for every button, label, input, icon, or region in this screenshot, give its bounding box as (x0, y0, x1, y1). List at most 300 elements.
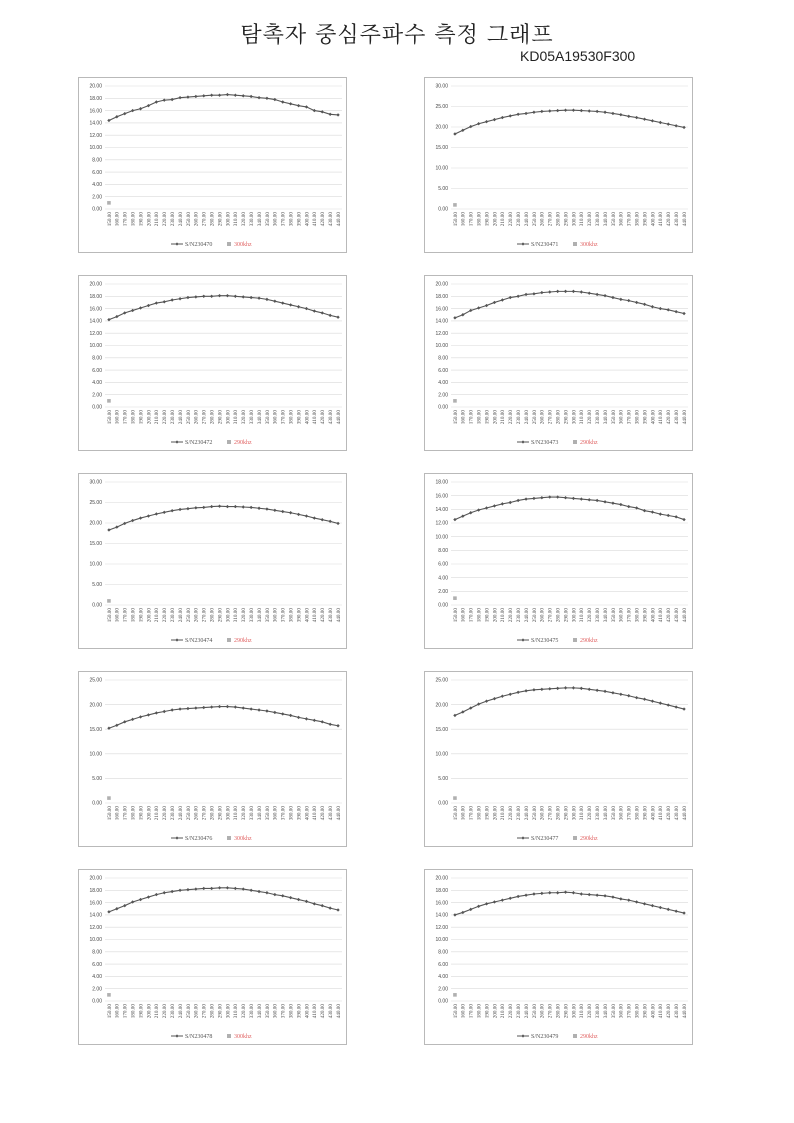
y-tick-label: 4.00 (438, 974, 448, 981)
data-point (289, 714, 292, 717)
x-tick-label: 160.00 (460, 410, 467, 425)
data-point (651, 510, 654, 513)
y-tick-label: 16.00 (89, 306, 102, 313)
data-point (572, 290, 575, 293)
x-tick-label: 250.00 (185, 410, 192, 425)
data-point (588, 893, 591, 896)
data-point (682, 707, 685, 710)
data-point (651, 119, 654, 122)
x-tick-label: 440.00 (335, 608, 342, 623)
legend-series-label: S/N230476 (185, 836, 213, 842)
x-tick-label: 420.00 (666, 1004, 673, 1019)
data-point (611, 895, 614, 898)
data-point (603, 294, 606, 297)
data-point (635, 900, 638, 903)
data-point (548, 687, 551, 690)
reference-marker (107, 993, 111, 997)
x-tick-label: 410.00 (312, 410, 319, 425)
x-tick-label: 300.00 (225, 212, 232, 227)
x-tick-label: 310.00 (579, 410, 586, 425)
data-point (147, 304, 150, 307)
data-point (210, 94, 213, 97)
x-tick-label: 430.00 (327, 806, 334, 821)
y-tick-label: 12.00 (435, 520, 448, 527)
chart-panel (78, 275, 347, 451)
x-tick-label: 430.00 (673, 212, 680, 227)
x-tick-label: 240.00 (177, 410, 184, 425)
x-tick-label: 240.00 (177, 212, 184, 227)
x-tick-label: 360.00 (272, 410, 279, 425)
data-point (218, 705, 221, 708)
data-point (123, 112, 126, 115)
series-line (455, 688, 684, 716)
x-tick-label: 440.00 (335, 1004, 342, 1019)
data-point (155, 512, 158, 515)
data-point (289, 896, 292, 899)
data-point (682, 911, 685, 914)
x-tick-label: 200.00 (492, 608, 499, 623)
data-point (202, 295, 205, 298)
x-tick-label: 440.00 (681, 212, 688, 227)
y-tick-label: 10.00 (435, 343, 448, 350)
x-tick-label: 340.00 (256, 806, 263, 821)
y-tick-label: 2.00 (438, 589, 448, 596)
x-tick-label: 410.00 (658, 806, 665, 821)
y-tick-label: 8.00 (92, 355, 102, 362)
data-point (131, 109, 134, 112)
y-tick-label: 18.00 (435, 294, 448, 300)
data-point (516, 113, 519, 116)
y-tick-label: 6.00 (438, 367, 448, 374)
x-tick-label: 190.00 (484, 806, 491, 821)
data-point (186, 888, 189, 891)
reference-marker (453, 399, 457, 403)
x-tick-label: 200.00 (492, 806, 499, 821)
y-tick-label: 20.00 (89, 875, 102, 882)
data-point (313, 309, 316, 312)
data-point (682, 518, 685, 521)
legend-series-label: S/N230477 (531, 836, 559, 842)
data-point (257, 96, 260, 99)
data-point (234, 295, 237, 298)
x-tick-label: 330.00 (594, 410, 601, 425)
y-tick-label: 14.00 (89, 318, 102, 325)
data-point (540, 892, 543, 895)
x-tick-label: 240.00 (177, 608, 184, 623)
data-point (556, 687, 559, 690)
x-tick-label: 330.00 (248, 212, 255, 227)
y-tick-label: 15.00 (89, 726, 102, 733)
data-point (139, 107, 142, 110)
x-tick-label: 230.00 (515, 806, 522, 821)
x-tick-label: 230.00 (515, 608, 522, 623)
data-point (163, 300, 166, 303)
data-point (477, 508, 480, 511)
data-point (265, 891, 268, 894)
legend-reference-label: 290khz (234, 440, 252, 446)
y-tick-label: 12.00 (435, 330, 448, 337)
data-point (155, 301, 158, 304)
x-tick-label: 440.00 (335, 410, 342, 425)
data-point (242, 706, 245, 709)
data-point (556, 290, 559, 293)
x-tick-label: 190.00 (484, 608, 491, 623)
x-tick-label: 340.00 (602, 1004, 609, 1019)
x-tick-label: 410.00 (312, 212, 319, 227)
x-tick-label: 280.00 (555, 1004, 562, 1019)
data-point (556, 109, 559, 112)
y-tick-label: 10.00 (435, 937, 448, 944)
data-point (469, 908, 472, 911)
y-tick-label: 2.00 (92, 194, 102, 201)
x-tick-label: 360.00 (618, 608, 625, 623)
x-tick-label: 420.00 (320, 1004, 327, 1019)
x-tick-label: 290.00 (217, 410, 224, 425)
data-point (564, 686, 567, 689)
x-tick-label: 180.00 (476, 608, 483, 623)
x-tick-label: 200.00 (146, 410, 153, 425)
data-point (556, 891, 559, 894)
data-point (509, 501, 512, 504)
x-tick-label: 380.00 (634, 806, 641, 821)
y-tick-label: 6.00 (92, 961, 102, 968)
data-point (643, 303, 646, 306)
data-point (516, 895, 519, 898)
reference-marker (107, 796, 111, 800)
x-tick-label: 410.00 (658, 1004, 665, 1019)
y-tick-label: 18.00 (89, 888, 102, 894)
data-point (619, 503, 622, 506)
data-point (603, 894, 606, 897)
data-point (461, 129, 464, 132)
x-tick-label: 330.00 (594, 806, 601, 821)
data-point (170, 509, 173, 512)
legend-series-label: S/N230478 (185, 1034, 213, 1040)
x-tick-label: 250.00 (531, 806, 538, 821)
legend-series-marker (521, 1034, 524, 1037)
data-point (321, 518, 324, 521)
data-point (218, 294, 221, 297)
x-tick-label: 190.00 (138, 212, 145, 227)
y-tick-label: 12.00 (89, 330, 102, 337)
data-point (186, 507, 189, 510)
data-point (305, 307, 308, 310)
series-line (455, 497, 684, 520)
y-tick-label: 8.00 (438, 355, 448, 362)
y-tick-label: 0.00 (92, 404, 102, 411)
x-tick-label: 250.00 (185, 806, 192, 821)
data-point (548, 109, 551, 112)
data-point (469, 511, 472, 514)
data-point (202, 887, 205, 890)
data-point (115, 315, 118, 318)
x-tick-label: 340.00 (602, 410, 609, 425)
x-tick-label: 390.00 (296, 806, 303, 821)
data-point (242, 94, 245, 97)
x-tick-label: 150.00 (452, 410, 459, 425)
data-point (532, 292, 535, 295)
data-point (603, 111, 606, 114)
chart-panel (424, 671, 693, 847)
y-tick-label: 20.00 (89, 281, 102, 288)
x-tick-label: 310.00 (233, 806, 240, 821)
data-point (516, 691, 519, 694)
data-point (651, 699, 654, 702)
legend-series-marker (175, 836, 178, 839)
x-tick-label: 350.00 (610, 410, 617, 425)
x-tick-label: 290.00 (217, 806, 224, 821)
data-point (210, 705, 213, 708)
x-tick-label: 380.00 (634, 410, 641, 425)
x-tick-label: 220.00 (162, 806, 169, 821)
x-tick-label: 330.00 (248, 410, 255, 425)
chart-svg (79, 672, 348, 848)
data-point (131, 718, 134, 721)
data-point (674, 910, 677, 913)
data-point (509, 114, 512, 117)
x-tick-label: 200.00 (146, 212, 153, 227)
y-tick-label: 20.00 (435, 875, 448, 882)
y-tick-label: 16.00 (435, 493, 448, 500)
x-tick-label: 320.00 (241, 212, 248, 227)
data-point (139, 715, 142, 718)
y-tick-label: 6.00 (92, 169, 102, 176)
reference-marker (453, 596, 457, 600)
x-tick-label: 360.00 (618, 410, 625, 425)
y-tick-label: 14.00 (435, 912, 448, 919)
x-tick-label: 170.00 (468, 608, 475, 623)
x-tick-label: 150.00 (452, 806, 459, 821)
x-tick-label: 360.00 (272, 212, 279, 227)
x-tick-label: 390.00 (642, 1004, 649, 1019)
y-tick-label: 18.00 (435, 479, 448, 486)
legend-reference-swatch (573, 836, 577, 840)
x-tick-label: 280.00 (555, 212, 562, 227)
x-tick-label: 370.00 (626, 1004, 633, 1019)
data-point (265, 97, 268, 100)
x-tick-label: 350.00 (610, 806, 617, 821)
x-tick-label: 300.00 (225, 410, 232, 425)
chart-svg (79, 870, 348, 1046)
y-tick-label: 4.00 (438, 380, 448, 387)
data-point (635, 301, 638, 304)
data-point (186, 707, 189, 710)
legend-series-label: S/N230474 (185, 638, 213, 644)
x-tick-label: 360.00 (618, 212, 625, 227)
x-tick-label: 420.00 (666, 212, 673, 227)
chart-panel (78, 671, 347, 847)
chart-panel (424, 473, 693, 649)
x-tick-label: 230.00 (515, 1004, 522, 1019)
x-tick-label: 150.00 (106, 410, 113, 425)
data-point (572, 108, 575, 111)
x-tick-label: 300.00 (571, 212, 578, 227)
data-point (265, 709, 268, 712)
legend-reference-swatch (573, 242, 577, 246)
data-point (659, 512, 662, 515)
x-tick-label: 190.00 (138, 608, 145, 623)
chart-svg (425, 78, 694, 254)
y-tick-label: 16.00 (89, 108, 102, 115)
data-point (524, 689, 527, 692)
x-tick-label: 370.00 (280, 806, 287, 821)
x-tick-label: 150.00 (106, 608, 113, 623)
legend-reference-label: 290khz (580, 638, 598, 644)
x-tick-label: 320.00 (587, 212, 594, 227)
x-tick-label: 410.00 (312, 806, 319, 821)
x-tick-label: 160.00 (114, 212, 121, 227)
data-point (643, 118, 646, 121)
reference-marker (453, 203, 457, 207)
y-tick-label: 10.00 (89, 343, 102, 350)
data-point (524, 894, 527, 897)
data-point (257, 507, 260, 510)
data-point (588, 109, 591, 112)
data-point (273, 893, 276, 896)
x-tick-label: 240.00 (523, 1004, 530, 1019)
data-point (139, 516, 142, 519)
x-tick-label: 270.00 (547, 212, 554, 227)
data-point (524, 112, 527, 115)
x-tick-label: 390.00 (642, 608, 649, 623)
x-tick-label: 330.00 (594, 1004, 601, 1019)
data-point (115, 907, 118, 910)
chart-panel (78, 869, 347, 1045)
data-point (477, 306, 480, 309)
legend-series-marker (175, 638, 178, 641)
x-tick-label: 300.00 (225, 608, 232, 623)
y-tick-label: 16.00 (89, 900, 102, 907)
x-tick-label: 230.00 (515, 410, 522, 425)
x-tick-label: 440.00 (681, 410, 688, 425)
data-point (115, 724, 118, 727)
x-tick-label: 420.00 (320, 410, 327, 425)
data-point (123, 904, 126, 907)
data-point (249, 506, 252, 509)
data-point (155, 711, 158, 714)
data-point (123, 311, 126, 314)
y-tick-label: 20.00 (435, 124, 448, 131)
data-point (667, 908, 670, 911)
x-tick-label: 310.00 (233, 608, 240, 623)
x-tick-label: 260.00 (193, 806, 200, 821)
data-point (453, 913, 456, 916)
chart-panel (424, 869, 693, 1045)
data-point (297, 898, 300, 901)
x-tick-label: 210.00 (154, 410, 161, 425)
data-point (682, 126, 685, 129)
x-tick-label: 230.00 (169, 1004, 176, 1019)
data-point (313, 109, 316, 112)
data-point (202, 706, 205, 709)
data-point (453, 518, 456, 521)
data-point (595, 110, 598, 113)
x-tick-label: 210.00 (500, 806, 507, 821)
x-tick-label: 280.00 (555, 608, 562, 623)
data-point (273, 300, 276, 303)
x-tick-label: 380.00 (288, 410, 295, 425)
data-point (107, 119, 110, 122)
x-tick-label: 160.00 (460, 806, 467, 821)
x-tick-label: 280.00 (209, 608, 216, 623)
x-tick-label: 210.00 (500, 212, 507, 227)
x-tick-label: 160.00 (114, 410, 121, 425)
y-tick-label: 18.00 (89, 96, 102, 102)
data-point (493, 697, 496, 700)
data-point (580, 687, 583, 690)
x-tick-label: 180.00 (130, 212, 137, 227)
data-point (485, 304, 488, 307)
x-tick-label: 220.00 (162, 608, 169, 623)
x-tick-label: 350.00 (264, 1004, 271, 1019)
series-line (455, 892, 684, 915)
x-tick-label: 320.00 (587, 806, 594, 821)
data-point (659, 121, 662, 124)
legend-series-marker (175, 440, 178, 443)
data-point (281, 712, 284, 715)
data-point (493, 504, 496, 507)
data-point (249, 707, 252, 710)
x-tick-label: 400.00 (650, 608, 657, 623)
chart-panel (78, 77, 347, 253)
x-tick-label: 430.00 (673, 410, 680, 425)
x-tick-label: 350.00 (610, 212, 617, 227)
data-point (501, 695, 504, 698)
x-tick-label: 220.00 (508, 806, 515, 821)
legend-series-marker (175, 1034, 178, 1037)
data-point (328, 314, 331, 317)
data-point (627, 898, 630, 901)
x-tick-label: 220.00 (508, 212, 515, 227)
data-point (651, 305, 654, 308)
x-tick-label: 180.00 (130, 608, 137, 623)
x-tick-label: 370.00 (280, 608, 287, 623)
y-tick-label: 2.00 (92, 986, 102, 993)
data-point (627, 115, 630, 118)
x-tick-label: 400.00 (304, 410, 311, 425)
x-tick-label: 380.00 (288, 608, 295, 623)
x-tick-label: 260.00 (193, 212, 200, 227)
data-point (218, 504, 221, 507)
x-tick-label: 420.00 (320, 806, 327, 821)
legend-reference-swatch (227, 836, 231, 840)
x-tick-label: 270.00 (547, 608, 554, 623)
x-tick-label: 320.00 (587, 608, 594, 623)
legend-series-marker (521, 638, 524, 641)
x-tick-label: 440.00 (335, 212, 342, 227)
data-point (297, 513, 300, 516)
legend-series-marker (521, 242, 524, 245)
data-point (595, 894, 598, 897)
x-tick-label: 360.00 (272, 806, 279, 821)
x-tick-label: 340.00 (256, 608, 263, 623)
x-tick-label: 180.00 (476, 410, 483, 425)
x-tick-label: 320.00 (241, 608, 248, 623)
x-tick-label: 260.00 (539, 806, 546, 821)
data-point (147, 104, 150, 107)
x-tick-label: 300.00 (225, 806, 232, 821)
data-point (139, 898, 142, 901)
x-tick-label: 170.00 (122, 806, 129, 821)
data-point (226, 93, 229, 96)
data-point (595, 293, 598, 296)
x-tick-label: 170.00 (122, 410, 129, 425)
data-point (564, 290, 567, 293)
x-tick-label: 290.00 (563, 410, 570, 425)
data-point (131, 519, 134, 522)
x-tick-label: 370.00 (280, 1004, 287, 1019)
y-tick-label: 18.00 (89, 294, 102, 300)
